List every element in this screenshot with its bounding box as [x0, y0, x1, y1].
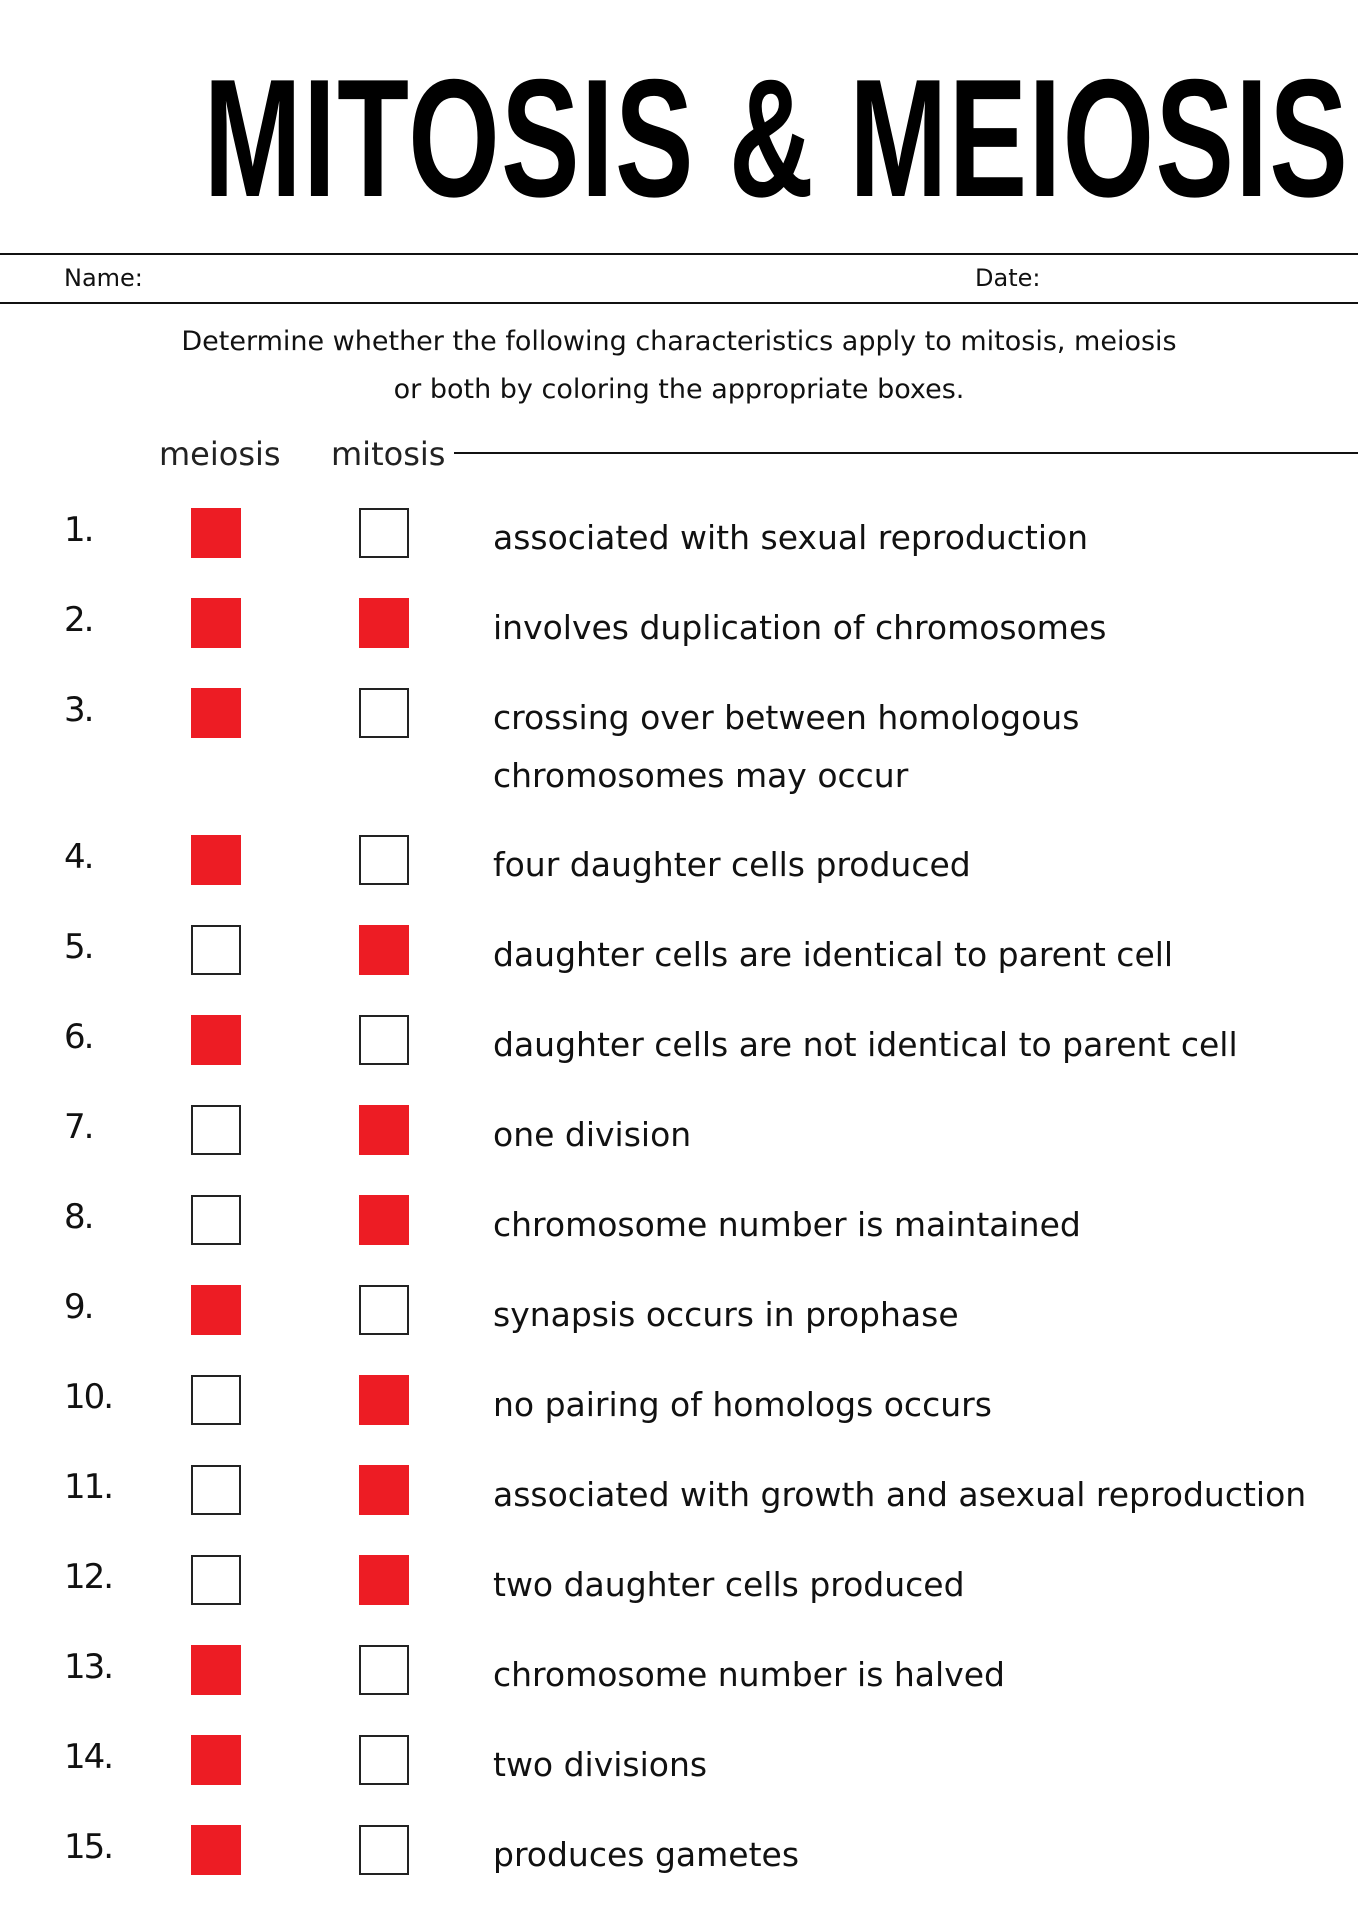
characteristic-text [493, 1646, 1005, 1704]
characteristic-text [493, 1106, 691, 1164]
list-item [0, 1365, 1358, 1445]
mitosis-checkbox[interactable] [359, 835, 409, 885]
characteristic-text [493, 1466, 1306, 1524]
characteristic-line: daughter cells are not identical to parent cell [493, 1025, 1238, 1064]
meiosis-checkbox[interactable] [191, 1645, 241, 1695]
characteristic-line: no pairing of homologs occurs [493, 1385, 992, 1424]
characteristic-line: one division [493, 1115, 692, 1154]
top-rule [0, 253, 1358, 255]
item-number: 7. [64, 1107, 93, 1147]
mitosis-checkbox[interactable] [359, 1105, 409, 1155]
item-number: 11. [64, 1467, 113, 1507]
mitosis-checkbox[interactable] [359, 598, 409, 648]
item-number: 5. [64, 927, 93, 967]
mitosis-checkbox[interactable] [359, 1015, 409, 1065]
meiosis-checkbox[interactable] [191, 1285, 241, 1335]
item-number: 12. [64, 1557, 113, 1597]
characteristic-text [493, 689, 1079, 805]
item-number: 4. [64, 837, 93, 877]
mitosis-checkbox[interactable] [359, 1735, 409, 1785]
mitosis-checkbox[interactable] [359, 1195, 409, 1245]
characteristic-line: associated with sexual reproduction [493, 518, 1089, 557]
meiosis-checkbox[interactable] [191, 835, 241, 885]
characteristic-text [493, 599, 1106, 657]
mitosis-checkbox[interactable] [359, 508, 409, 558]
list-item [0, 1455, 1358, 1535]
list-item [0, 1005, 1358, 1085]
meiosis-checkbox[interactable] [191, 598, 241, 648]
characteristic-text [493, 1826, 799, 1884]
meiosis-checkbox[interactable] [191, 1105, 241, 1155]
item-number: 6. [64, 1017, 93, 1057]
characteristic-line: two daughter cells produced [493, 1565, 965, 1604]
characteristic-text [493, 1556, 965, 1614]
list-item [0, 498, 1358, 578]
list-item [0, 915, 1358, 995]
characteristic-line: synapsis occurs in prophase [493, 1295, 959, 1334]
characteristic-text [493, 926, 1173, 984]
characteristic-line: associated with growth and asexual reproduction [493, 1475, 1307, 1514]
characteristic-line: chromosome number is halved [493, 1655, 1005, 1694]
list-item [0, 1545, 1358, 1625]
characteristic-text [493, 1196, 1081, 1254]
mitosis-checkbox[interactable] [359, 1375, 409, 1425]
list-item [0, 1095, 1358, 1175]
characteristic-text [493, 836, 971, 894]
meiosis-checkbox[interactable] [191, 1375, 241, 1425]
list-item [0, 1635, 1358, 1715]
meiosis-checkbox[interactable] [191, 925, 241, 975]
meiosis-checkbox[interactable] [191, 688, 241, 738]
characteristic-line: chromosome number is maintained [493, 1205, 1081, 1244]
item-number: 2. [64, 600, 93, 640]
item-number: 8. [64, 1197, 93, 1237]
worksheet-title: MITOSIS & MEIOSIS [203, 44, 1350, 232]
characteristic-line: four daughter cells produced [493, 845, 971, 884]
meiosis-checkbox[interactable] [191, 1465, 241, 1515]
characteristic-text [493, 1736, 707, 1794]
characteristic-text [493, 1376, 992, 1434]
instructions [0, 318, 1358, 414]
characteristic-line: involves duplication of chromosomes [493, 608, 1107, 647]
name-label: Name: [64, 264, 143, 292]
characteristic-line: crossing over between homologous [493, 698, 1080, 737]
list-item [0, 588, 1358, 668]
item-number: 9. [64, 1287, 93, 1327]
bottom-rule [0, 302, 1358, 304]
characteristic-line: produces gametes [493, 1835, 800, 1874]
meiosis-checkbox[interactable] [191, 1555, 241, 1605]
date-label: Date: [975, 264, 1041, 292]
meiosis-checkbox[interactable] [191, 1015, 241, 1065]
characteristic-text [493, 1016, 1238, 1074]
meiosis-checkbox[interactable] [191, 1825, 241, 1875]
characteristic-text [493, 509, 1088, 567]
characteristic-line: two divisions [493, 1745, 708, 1784]
item-number: 10. [64, 1377, 113, 1417]
instructions-line: Determine whether the following characteristics apply to mitosis, meiosis [181, 326, 1177, 357]
list-item [0, 1815, 1358, 1895]
mitosis-checkbox[interactable] [359, 1285, 409, 1335]
item-number: 3. [64, 690, 93, 730]
mitosis-column-header: mitosis [331, 435, 446, 473]
characteristic-text [493, 1286, 959, 1344]
item-number: 13. [64, 1647, 113, 1687]
meiosis-column-header: meiosis [159, 435, 281, 473]
mitosis-checkbox[interactable] [359, 1825, 409, 1875]
mitosis-checkbox[interactable] [359, 688, 409, 738]
item-number: 15. [64, 1827, 113, 1867]
list-item [0, 1275, 1358, 1355]
characteristic-line: chromosomes may occur [493, 756, 909, 795]
meiosis-checkbox[interactable] [191, 1195, 241, 1245]
meiosis-checkbox[interactable] [191, 508, 241, 558]
mitosis-checkbox[interactable] [359, 1555, 409, 1605]
characteristic-line: daughter cells are identical to parent cell [493, 935, 1174, 974]
item-number: 1. [64, 510, 93, 550]
list-item [0, 825, 1358, 905]
meiosis-checkbox[interactable] [191, 1735, 241, 1785]
item-number: 14. [64, 1737, 113, 1777]
list-item [0, 1725, 1358, 1805]
mitosis-checkbox[interactable] [359, 925, 409, 975]
list-item [0, 1185, 1358, 1265]
mitosis-checkbox[interactable] [359, 1645, 409, 1695]
instructions-line: or both by coloring the appropriate boxes. [393, 374, 965, 405]
list-item [0, 678, 1358, 795]
mitosis-checkbox[interactable] [359, 1465, 409, 1515]
header-rule [454, 452, 1358, 454]
